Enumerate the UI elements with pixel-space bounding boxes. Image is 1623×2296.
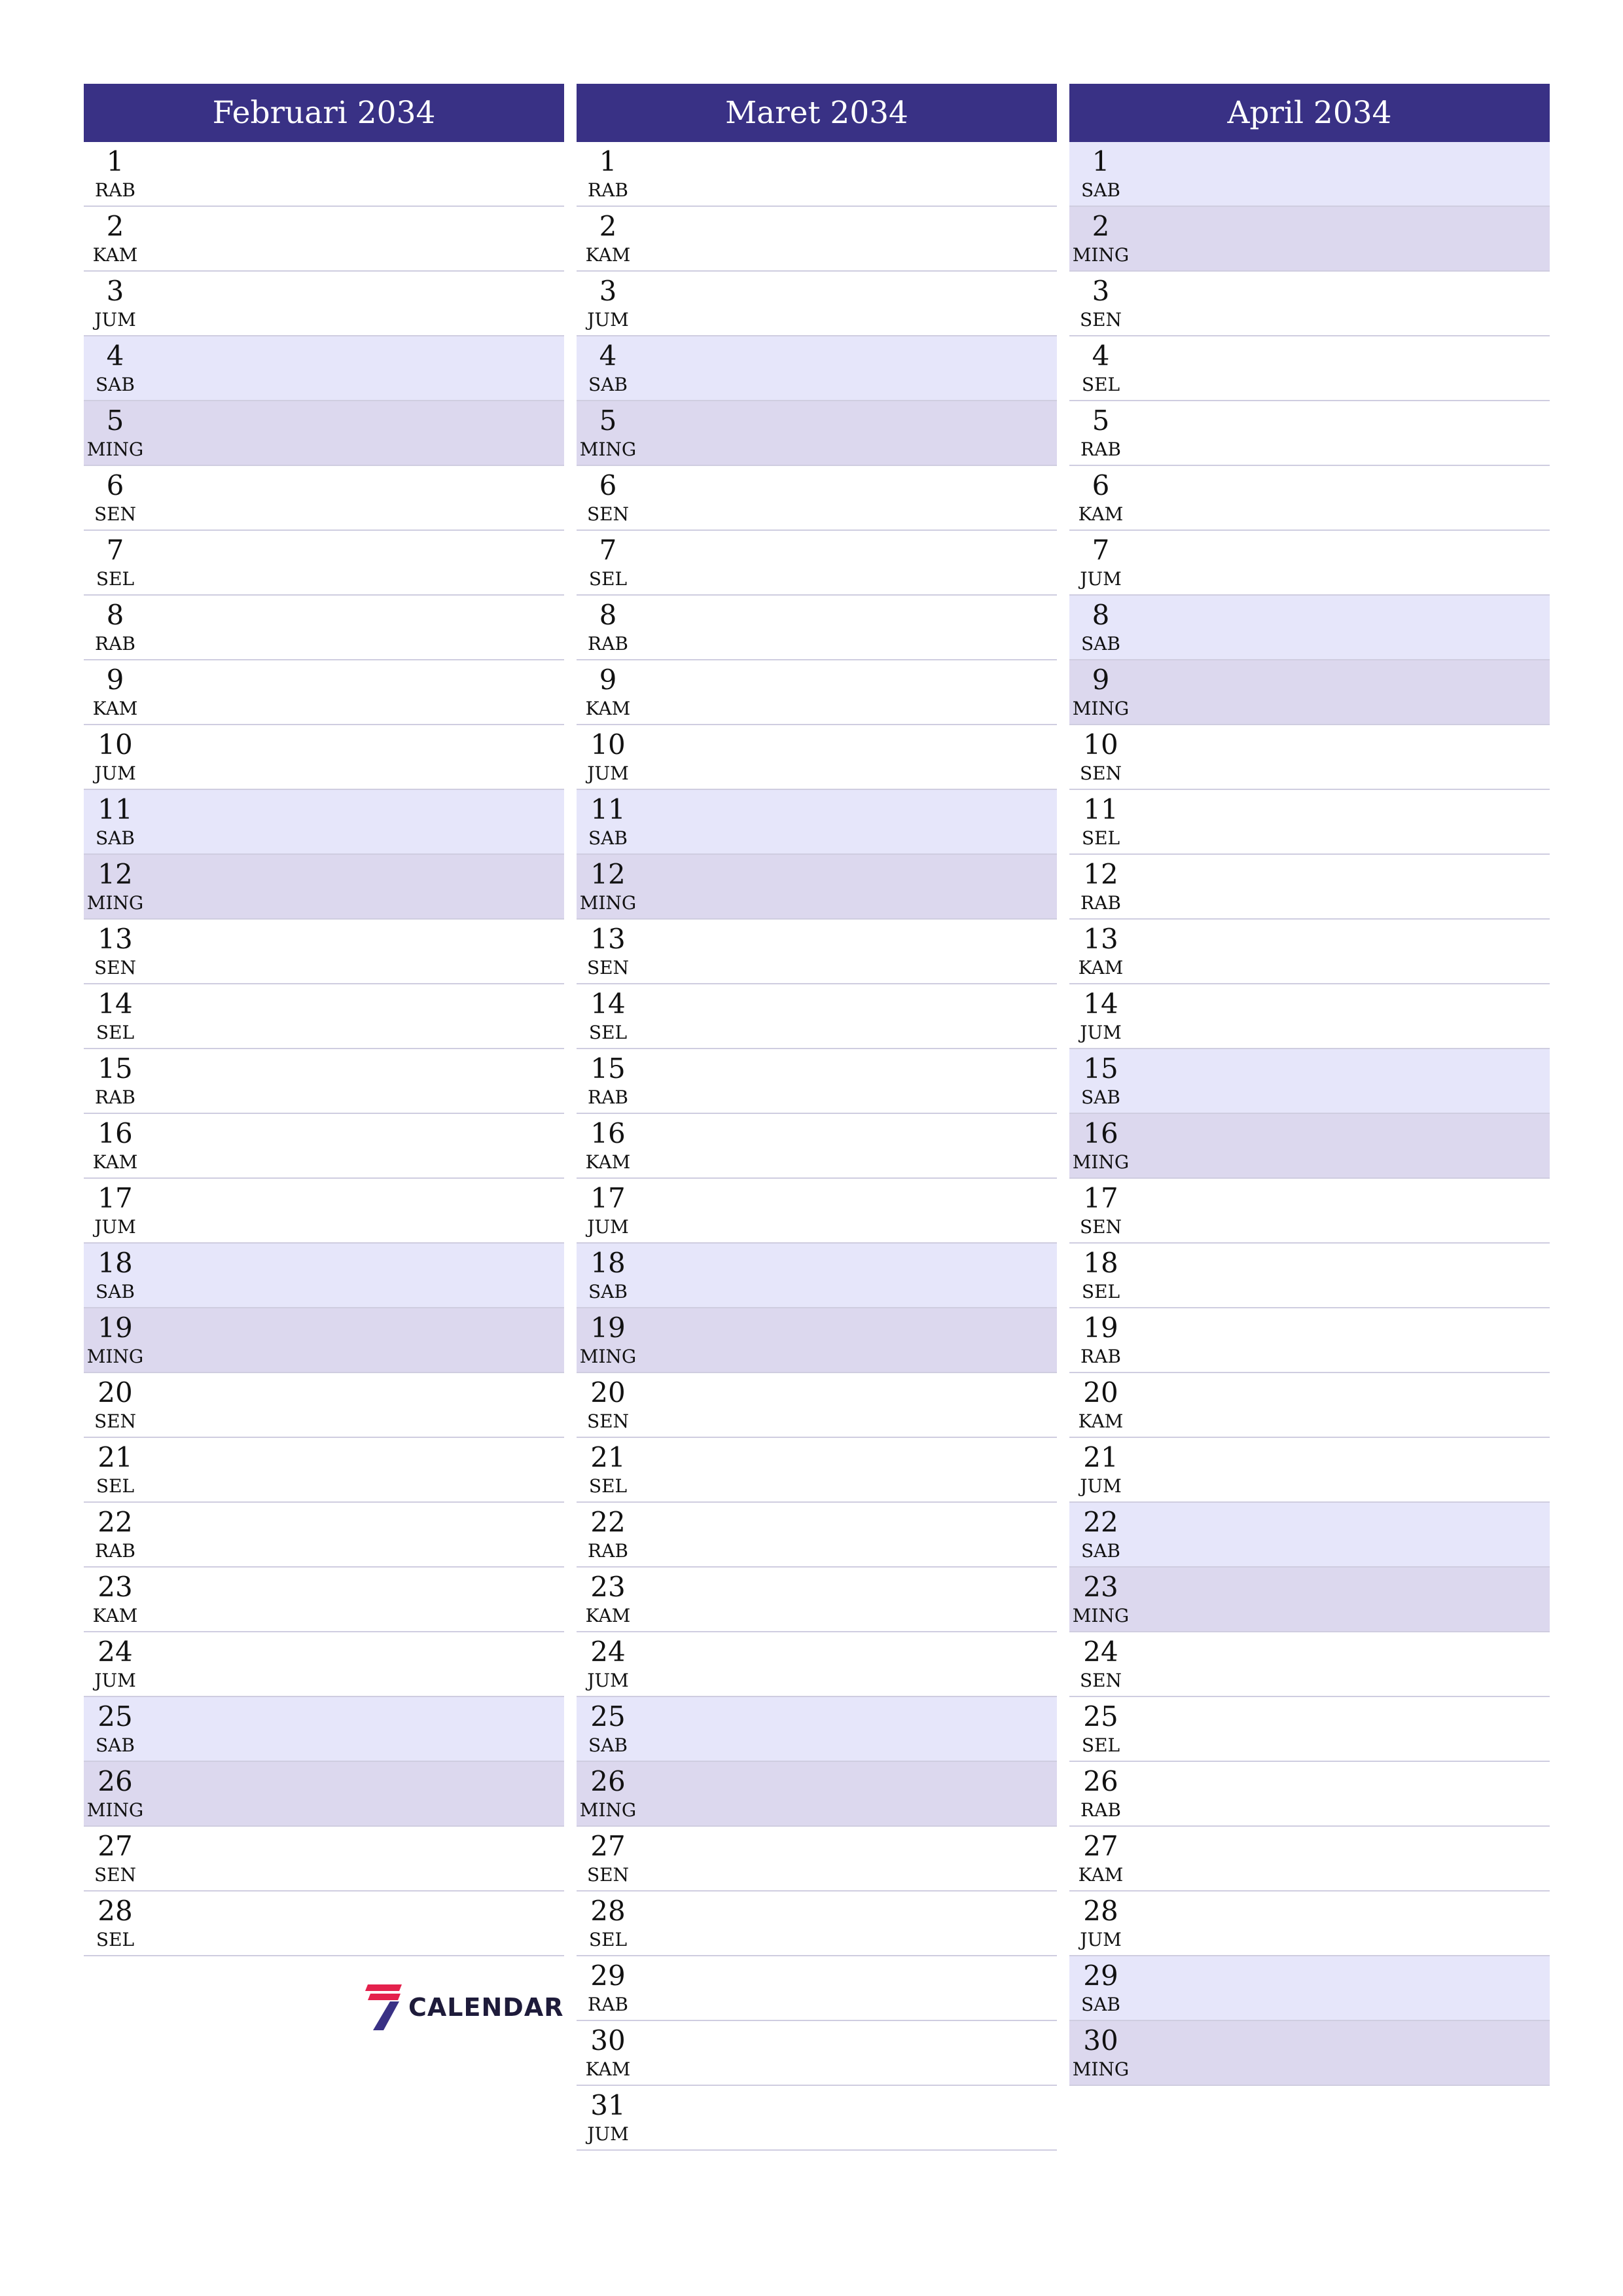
day-row bbox=[84, 531, 564, 596]
day-name: SEN bbox=[586, 1410, 630, 1432]
day-name: RAB bbox=[95, 633, 135, 655]
day-row bbox=[84, 1827, 564, 1892]
day-name: KAM bbox=[1078, 1864, 1124, 1886]
day-name: RAB bbox=[588, 633, 628, 655]
day-number: 16 bbox=[98, 1117, 133, 1149]
day-row bbox=[1069, 1503, 1550, 1568]
day-number: 23 bbox=[1083, 1571, 1118, 1603]
day-name: KAM bbox=[585, 244, 631, 266]
day-row bbox=[84, 1114, 564, 1179]
day-name: SAB bbox=[588, 827, 628, 849]
day-number: 15 bbox=[98, 1052, 133, 1085]
day-name: SAB bbox=[1081, 1994, 1120, 2015]
day-number: 15 bbox=[1083, 1052, 1118, 1085]
day-number: 17 bbox=[98, 1182, 133, 1214]
day-row bbox=[1069, 207, 1550, 272]
day-row bbox=[577, 531, 1057, 596]
day-number: 2 bbox=[1092, 210, 1110, 242]
day-name: RAB bbox=[588, 1086, 628, 1108]
day-list bbox=[1069, 142, 1550, 2086]
day-name: SEL bbox=[96, 568, 135, 590]
day-number: 9 bbox=[1092, 664, 1110, 696]
day-number: 19 bbox=[98, 1312, 133, 1344]
day-name: KAM bbox=[92, 1151, 138, 1173]
day-number: 7 bbox=[1092, 534, 1110, 566]
day-row bbox=[577, 466, 1057, 531]
day-name: MING bbox=[1072, 244, 1130, 266]
day-row bbox=[1069, 984, 1550, 1049]
day-name: SEL bbox=[588, 1929, 628, 1950]
day-number: 5 bbox=[1092, 404, 1110, 437]
day-number: 27 bbox=[98, 1830, 133, 1862]
day-name: JUM bbox=[1080, 1929, 1122, 1950]
day-number: 7 bbox=[106, 534, 124, 566]
day-number: 27 bbox=[590, 1830, 626, 1862]
day-row bbox=[577, 1892, 1057, 1956]
day-number: 30 bbox=[1083, 2024, 1118, 2056]
day-name: KAM bbox=[92, 698, 138, 719]
day-row bbox=[1069, 855, 1550, 920]
day-number: 14 bbox=[98, 988, 133, 1020]
day-number: 1 bbox=[1092, 145, 1110, 177]
day-number: 30 bbox=[590, 2024, 626, 2056]
day-name: SEL bbox=[96, 1929, 135, 1950]
logo-text: CALENDAR bbox=[408, 1993, 564, 2022]
day-row bbox=[577, 1632, 1057, 1697]
day-name: SEN bbox=[586, 957, 630, 978]
day-row bbox=[1069, 1697, 1550, 1762]
day-name: JUM bbox=[94, 762, 136, 784]
day-name: RAB bbox=[588, 1540, 628, 1562]
day-row bbox=[577, 1503, 1057, 1568]
day-row bbox=[84, 1892, 564, 1956]
day-name: JUM bbox=[1080, 1475, 1122, 1497]
day-row bbox=[84, 1049, 564, 1114]
day-number: 1 bbox=[106, 145, 124, 177]
day-number: 19 bbox=[590, 1312, 626, 1344]
day-name: SEN bbox=[94, 1410, 137, 1432]
day-row bbox=[577, 855, 1057, 920]
day-number: 20 bbox=[98, 1376, 133, 1408]
day-number: 17 bbox=[590, 1182, 626, 1214]
day-name: SEL bbox=[1081, 1734, 1120, 1756]
day-row bbox=[84, 1373, 564, 1438]
day-name: KAM bbox=[1078, 957, 1124, 978]
day-row bbox=[1069, 1762, 1550, 1827]
day-name: SAB bbox=[1081, 1540, 1120, 1562]
day-row bbox=[1069, 1827, 1550, 1892]
day-row bbox=[1069, 1632, 1550, 1697]
day-row bbox=[1069, 1373, 1550, 1438]
day-name: SAB bbox=[588, 1734, 628, 1756]
day-number: 16 bbox=[590, 1117, 626, 1149]
day-number: 24 bbox=[98, 1636, 133, 1668]
day-name: JUM bbox=[94, 1216, 136, 1238]
day-name: MING bbox=[1072, 1605, 1130, 1626]
day-number: 15 bbox=[590, 1052, 626, 1085]
day-number: 3 bbox=[106, 275, 124, 307]
day-number: 28 bbox=[590, 1895, 626, 1927]
day-number: 23 bbox=[98, 1571, 133, 1603]
day-number: 20 bbox=[1083, 1376, 1118, 1408]
day-row bbox=[1069, 466, 1550, 531]
day-row bbox=[84, 984, 564, 1049]
day-name: MING bbox=[1072, 1151, 1130, 1173]
day-row bbox=[1069, 2021, 1550, 2086]
day-row bbox=[84, 1632, 564, 1697]
day-name: SEL bbox=[588, 1475, 628, 1497]
day-row bbox=[577, 1049, 1057, 1114]
month-header: Maret 2034 bbox=[577, 84, 1057, 142]
day-row bbox=[84, 1179, 564, 1244]
day-name: RAB bbox=[1080, 1346, 1121, 1367]
day-name: JUM bbox=[587, 1216, 629, 1238]
day-name: JUM bbox=[1080, 568, 1122, 590]
day-name: SEN bbox=[1079, 1216, 1122, 1238]
day-number: 13 bbox=[98, 923, 133, 955]
day-row bbox=[577, 1244, 1057, 1308]
day-name: MING bbox=[86, 439, 144, 460]
day-name: RAB bbox=[588, 179, 628, 201]
day-name: MING bbox=[1072, 698, 1130, 719]
day-name: SAB bbox=[1081, 633, 1120, 655]
day-row bbox=[1069, 660, 1550, 725]
day-row bbox=[577, 725, 1057, 790]
day-name: RAB bbox=[588, 1994, 628, 2015]
day-number: 19 bbox=[1083, 1312, 1118, 1344]
day-name: JUM bbox=[1080, 1022, 1122, 1043]
day-name: SEL bbox=[1081, 1281, 1120, 1302]
day-row bbox=[84, 725, 564, 790]
day-name: MING bbox=[579, 1799, 637, 1821]
day-row bbox=[577, 272, 1057, 336]
day-name: KAM bbox=[585, 698, 631, 719]
day-row bbox=[577, 1568, 1057, 1632]
day-name: SAB bbox=[588, 374, 628, 395]
day-row bbox=[1069, 1892, 1550, 1956]
day-number: 14 bbox=[1083, 988, 1118, 1020]
day-number: 13 bbox=[590, 923, 626, 955]
day-name: MING bbox=[86, 1799, 144, 1821]
day-number: 9 bbox=[106, 664, 124, 696]
day-number: 12 bbox=[1083, 858, 1118, 890]
month-column-maret bbox=[577, 84, 1057, 2151]
day-row bbox=[577, 1179, 1057, 1244]
day-row bbox=[1069, 336, 1550, 401]
day-number: 4 bbox=[1092, 340, 1110, 372]
day-row bbox=[1069, 1244, 1550, 1308]
day-name: MING bbox=[579, 1346, 637, 1367]
day-name: SAB bbox=[96, 827, 135, 849]
day-number: 2 bbox=[106, 210, 124, 242]
day-number: 25 bbox=[98, 1700, 133, 1732]
day-row bbox=[577, 336, 1057, 401]
day-name: SAB bbox=[96, 374, 135, 395]
day-row bbox=[84, 1762, 564, 1827]
day-row bbox=[577, 920, 1057, 984]
day-number: 22 bbox=[98, 1506, 133, 1538]
day-row bbox=[84, 336, 564, 401]
day-number: 20 bbox=[590, 1376, 626, 1408]
day-name: SEN bbox=[94, 957, 137, 978]
day-row bbox=[577, 984, 1057, 1049]
day-number: 6 bbox=[599, 469, 617, 501]
day-number: 3 bbox=[1092, 275, 1110, 307]
day-number: 10 bbox=[1083, 728, 1118, 761]
day-name: SEN bbox=[586, 1864, 630, 1886]
day-name: RAB bbox=[1080, 1799, 1121, 1821]
day-number: 21 bbox=[590, 1441, 626, 1473]
day-number: 16 bbox=[1083, 1117, 1118, 1149]
day-name: SAB bbox=[1081, 179, 1120, 201]
day-name: MING bbox=[86, 892, 144, 914]
day-name: JUM bbox=[94, 309, 136, 331]
day-name: SEN bbox=[1079, 1670, 1122, 1691]
day-name: RAB bbox=[95, 1086, 135, 1108]
day-number: 3 bbox=[599, 275, 617, 307]
month-header: Februari 2034 bbox=[84, 84, 564, 142]
day-name: SAB bbox=[96, 1281, 135, 1302]
day-row bbox=[1069, 790, 1550, 855]
day-row bbox=[84, 855, 564, 920]
day-number: 31 bbox=[590, 2089, 626, 2121]
day-number: 26 bbox=[1083, 1765, 1118, 1797]
day-name: JUM bbox=[587, 1670, 629, 1691]
day-number: 5 bbox=[106, 404, 124, 437]
day-name: KAM bbox=[1078, 1410, 1124, 1432]
day-number: 10 bbox=[590, 728, 626, 761]
day-number: 8 bbox=[599, 599, 617, 631]
day-row bbox=[577, 1762, 1057, 1827]
day-name: MING bbox=[579, 892, 637, 914]
day-number: 18 bbox=[590, 1247, 626, 1279]
day-number: 26 bbox=[98, 1765, 133, 1797]
day-number: 11 bbox=[98, 793, 133, 825]
day-row bbox=[84, 660, 564, 725]
day-name: KAM bbox=[92, 244, 138, 266]
day-row bbox=[1069, 596, 1550, 660]
day-name: SEN bbox=[1079, 762, 1122, 784]
day-row bbox=[84, 1697, 564, 1762]
month-column-februari bbox=[84, 84, 564, 1956]
day-number: 18 bbox=[98, 1247, 133, 1279]
day-name: RAB bbox=[1080, 439, 1121, 460]
month-column-april bbox=[1069, 84, 1550, 2086]
day-number: 7 bbox=[599, 534, 617, 566]
day-name: SEL bbox=[96, 1475, 135, 1497]
day-row bbox=[1069, 1049, 1550, 1114]
day-name: SAB bbox=[588, 1281, 628, 1302]
day-name: SEN bbox=[586, 503, 630, 525]
day-row bbox=[1069, 1308, 1550, 1373]
day-name: MING bbox=[1072, 2058, 1130, 2080]
day-name: KAM bbox=[92, 1605, 138, 1626]
day-number: 4 bbox=[106, 340, 124, 372]
day-row bbox=[577, 660, 1057, 725]
day-name: SEN bbox=[94, 503, 137, 525]
day-list bbox=[84, 142, 564, 1956]
day-number: 29 bbox=[1083, 1960, 1118, 1992]
day-number: 22 bbox=[590, 1506, 626, 1538]
day-row bbox=[1069, 272, 1550, 336]
day-row bbox=[84, 1503, 564, 1568]
brand-logo bbox=[364, 1983, 563, 2032]
day-name: JUM bbox=[587, 309, 629, 331]
day-row bbox=[577, 790, 1057, 855]
day-name: SEN bbox=[94, 1864, 137, 1886]
day-number: 10 bbox=[98, 728, 133, 761]
day-number: 17 bbox=[1083, 1182, 1118, 1214]
day-number: 12 bbox=[590, 858, 626, 890]
day-number: 11 bbox=[1083, 793, 1118, 825]
day-row bbox=[84, 920, 564, 984]
day-row bbox=[577, 1373, 1057, 1438]
day-number: 9 bbox=[599, 664, 617, 696]
day-row bbox=[577, 207, 1057, 272]
day-row bbox=[577, 1827, 1057, 1892]
day-name: JUM bbox=[94, 1670, 136, 1691]
day-name: KAM bbox=[1078, 503, 1124, 525]
day-name: KAM bbox=[585, 1605, 631, 1626]
day-row bbox=[577, 1438, 1057, 1503]
day-number: 24 bbox=[1083, 1636, 1118, 1668]
day-row bbox=[577, 1114, 1057, 1179]
day-name: RAB bbox=[1080, 892, 1121, 914]
day-row bbox=[1069, 1179, 1550, 1244]
day-name: JUM bbox=[587, 2123, 629, 2145]
day-name: MING bbox=[86, 1346, 144, 1367]
day-row bbox=[84, 401, 564, 466]
day-number: 14 bbox=[590, 988, 626, 1020]
day-row bbox=[84, 272, 564, 336]
seven-icon bbox=[364, 1983, 402, 2032]
day-number: 22 bbox=[1083, 1506, 1118, 1538]
day-row bbox=[1069, 725, 1550, 790]
day-number: 28 bbox=[1083, 1895, 1118, 1927]
day-name: SEL bbox=[1081, 827, 1120, 849]
day-number: 23 bbox=[590, 1571, 626, 1603]
day-row bbox=[1069, 142, 1550, 207]
day-row bbox=[84, 1308, 564, 1373]
day-row bbox=[1069, 1114, 1550, 1179]
day-name: SEL bbox=[588, 568, 628, 590]
day-row bbox=[1069, 1568, 1550, 1632]
day-row bbox=[1069, 401, 1550, 466]
day-number: 27 bbox=[1083, 1830, 1118, 1862]
day-number: 4 bbox=[599, 340, 617, 372]
day-row bbox=[84, 142, 564, 207]
day-row bbox=[84, 1438, 564, 1503]
day-number: 21 bbox=[1083, 1441, 1118, 1473]
day-row bbox=[577, 1956, 1057, 2021]
day-row bbox=[1069, 920, 1550, 984]
day-number: 11 bbox=[590, 793, 626, 825]
day-row bbox=[577, 1697, 1057, 1762]
day-number: 29 bbox=[590, 1960, 626, 1992]
day-row bbox=[577, 401, 1057, 466]
day-row bbox=[84, 596, 564, 660]
day-row bbox=[577, 596, 1057, 660]
day-row bbox=[1069, 531, 1550, 596]
day-number: 25 bbox=[1083, 1700, 1118, 1732]
day-name: SAB bbox=[96, 1734, 135, 1756]
day-row bbox=[577, 1308, 1057, 1373]
day-number: 8 bbox=[1092, 599, 1110, 631]
day-name: SEN bbox=[1079, 309, 1122, 331]
day-number: 24 bbox=[590, 1636, 626, 1668]
day-number: 5 bbox=[599, 404, 617, 437]
day-name: MING bbox=[579, 439, 637, 460]
month-header: April 2034 bbox=[1069, 84, 1550, 142]
day-number: 25 bbox=[590, 1700, 626, 1732]
day-name: SEL bbox=[588, 1022, 628, 1043]
day-name: SEL bbox=[96, 1022, 135, 1043]
day-row bbox=[577, 2086, 1057, 2151]
day-number: 28 bbox=[98, 1895, 133, 1927]
day-number: 21 bbox=[98, 1441, 133, 1473]
day-row bbox=[1069, 1438, 1550, 1503]
day-number: 26 bbox=[590, 1765, 626, 1797]
day-number: 12 bbox=[98, 858, 133, 890]
day-name: SAB bbox=[1081, 1086, 1120, 1108]
day-row bbox=[84, 207, 564, 272]
day-row bbox=[84, 790, 564, 855]
day-row bbox=[577, 2021, 1057, 2086]
day-number: 13 bbox=[1083, 923, 1118, 955]
day-name: KAM bbox=[585, 2058, 631, 2080]
day-number: 18 bbox=[1083, 1247, 1118, 1279]
day-number: 1 bbox=[599, 145, 617, 177]
day-name: JUM bbox=[587, 762, 629, 784]
day-row bbox=[577, 142, 1057, 207]
day-number: 2 bbox=[599, 210, 617, 242]
day-name: RAB bbox=[95, 179, 135, 201]
day-row bbox=[1069, 1956, 1550, 2021]
day-name: SEL bbox=[1081, 374, 1120, 395]
day-name: KAM bbox=[585, 1151, 631, 1173]
day-list bbox=[577, 142, 1057, 2151]
day-row bbox=[84, 466, 564, 531]
day-name: RAB bbox=[95, 1540, 135, 1562]
day-number: 8 bbox=[106, 599, 124, 631]
day-number: 6 bbox=[106, 469, 124, 501]
day-number: 6 bbox=[1092, 469, 1110, 501]
day-row bbox=[84, 1568, 564, 1632]
day-row bbox=[84, 1244, 564, 1308]
